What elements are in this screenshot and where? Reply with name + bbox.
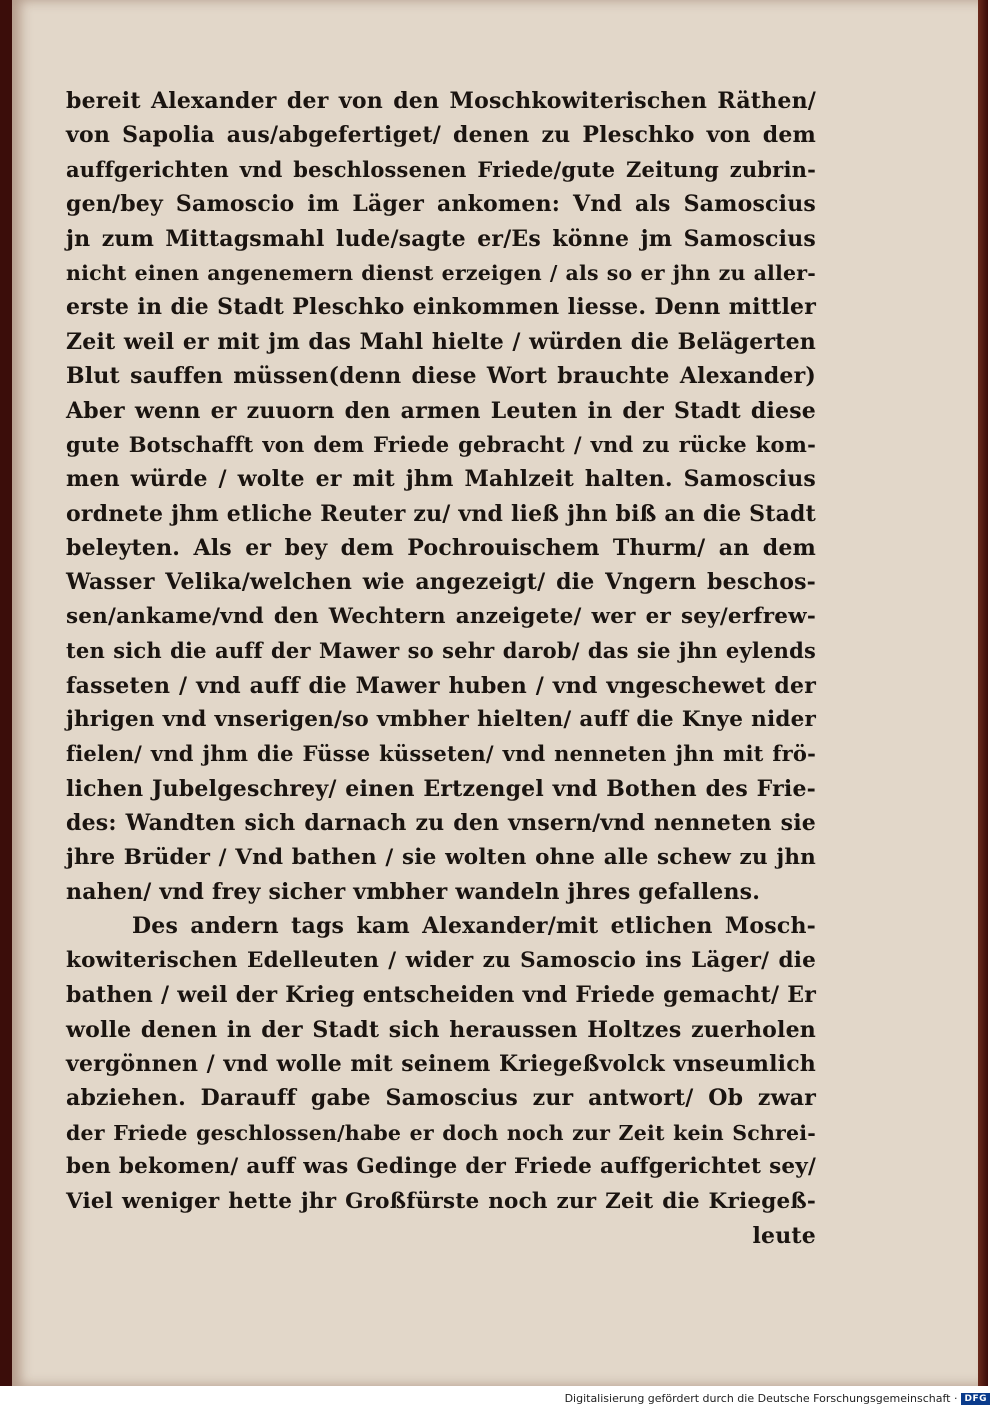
text-line: der Friede geschlossen/habe er doch noch zur Zeit kein Schrei- [66, 1120, 816, 1145]
text-line: gen/bey Samoscio im Läger ankomen: Vnd als Samoscius [66, 191, 816, 218]
page-right-edge [978, 0, 988, 1386]
text-line: bereit Alexander der von den Moschkowiterischen Räthen/ [66, 88, 816, 114]
text-line: fielen/ vnd jhm die Füsse küsseten/ vnd nenneten jhn mit frö- [66, 741, 816, 767]
text-line: vergönnen / vnd wolle mit seinem Kriegeßvolck vnseumlich [66, 1050, 816, 1077]
digitization-credit [565, 1392, 990, 1405]
text-line: kowiterischen Edelleuten / wider zu Samoscio ins Läger/ die [66, 947, 816, 973]
text-line: sen/ankame/vnd den Wechtern anzeigete/ wer er sey/erfrew- [66, 603, 816, 629]
text-line: von Sapolia aus/abgefertiget/ denen zu Pleschko von dem [66, 122, 816, 149]
text-line: jhre Brüder / Vnd bathen / sie wolten ohne alle schew zu jhn [66, 844, 816, 870]
text-line: jn zum Mittagsmahl lude/sagte er/Es könne jm Samoscius [66, 225, 816, 252]
text-line: Des andern tags kam Alexander/mit etlichen Mosch- [132, 913, 816, 940]
text-line: gute Botschafft von dem Friede gebracht / vnd zu rücke kom- [66, 431, 816, 457]
text-line: wolle denen in der Stadt sich heraussen Holtzes zuerholen [66, 1016, 816, 1043]
text-line: men würde / wolte er mit jhm Mahlzeit halten. Samoscius [66, 466, 816, 493]
text-line: nahen/ vnd frey sicher vmbher wandeln jhres gefallens. [66, 878, 761, 905]
text-line: des: Wandten sich darnach zu den vnsern/vnd nenneten sie [66, 810, 816, 837]
text-line: ten sich die auff der Mawer so sehr darob/ das sie jhn eylends [66, 638, 816, 664]
text-line: Aber wenn er zuuorn den armen Leuten in der Stadt diese [66, 397, 816, 424]
text-line: abziehen. Darauff gabe Samoscius zur antwort/ Ob zwar [66, 1085, 816, 1112]
catchword: leute [752, 1222, 816, 1249]
text-line: jhrigen vnd vnserigen/so vmbher hielten/ auff die Knye nider [66, 707, 816, 733]
text-line: bathen / weil der Krieg entscheiden vnd Friede gemacht/ Er [66, 982, 816, 1009]
text-line: fasseten / vnd auff die Mawer huben / vnd vngeschewet der [66, 672, 816, 699]
text-line: beleyten. Als er bey dem Pochrouischem Thurm/ an dem [66, 535, 816, 562]
credit-text: Digitalisierung gefördert durch die Deutsche Forschungsgemeinschaft · [564, 1392, 958, 1405]
text-line: ben bekomen/ auff was Gedinge der Friede auffgerichtet sey/ [66, 1154, 816, 1180]
text-line: auffgerichten vnd beschlossenen Friede/gute Zeitung zubrin- [66, 156, 816, 182]
text-line: Blut sauffen müssen(denn diese Wort brauchte Alexander) [66, 363, 816, 390]
text-line: Wasser Velika/welchen wie angezeigt/ die Vngern beschos- [66, 569, 816, 596]
text-line: Zeit weil er mit jm das Mahl hielte / würden die Belägerten [66, 328, 816, 355]
text-line: nicht einen angenemern dienst erzeigen / als so er jhn zu aller- [66, 260, 816, 285]
text-line: erste in die Stadt Pleschko einkommen liesse. Denn mittler [66, 294, 816, 321]
text-line: lichen Jubelgeschrey/ einen Ertzengel vnd Bothen des Frie- [66, 775, 816, 802]
text-line: Viel weniger hette jhr Großfürste noch zur Zeit die Kriegeß- [66, 1188, 816, 1214]
dfg-logo-icon: DFG [961, 1393, 990, 1405]
page-text-block [66, 84, 816, 1253]
text-line: ordnete jhm etliche Reuter zu/ vnd ließ jhn biß an die Stadt [66, 500, 816, 527]
